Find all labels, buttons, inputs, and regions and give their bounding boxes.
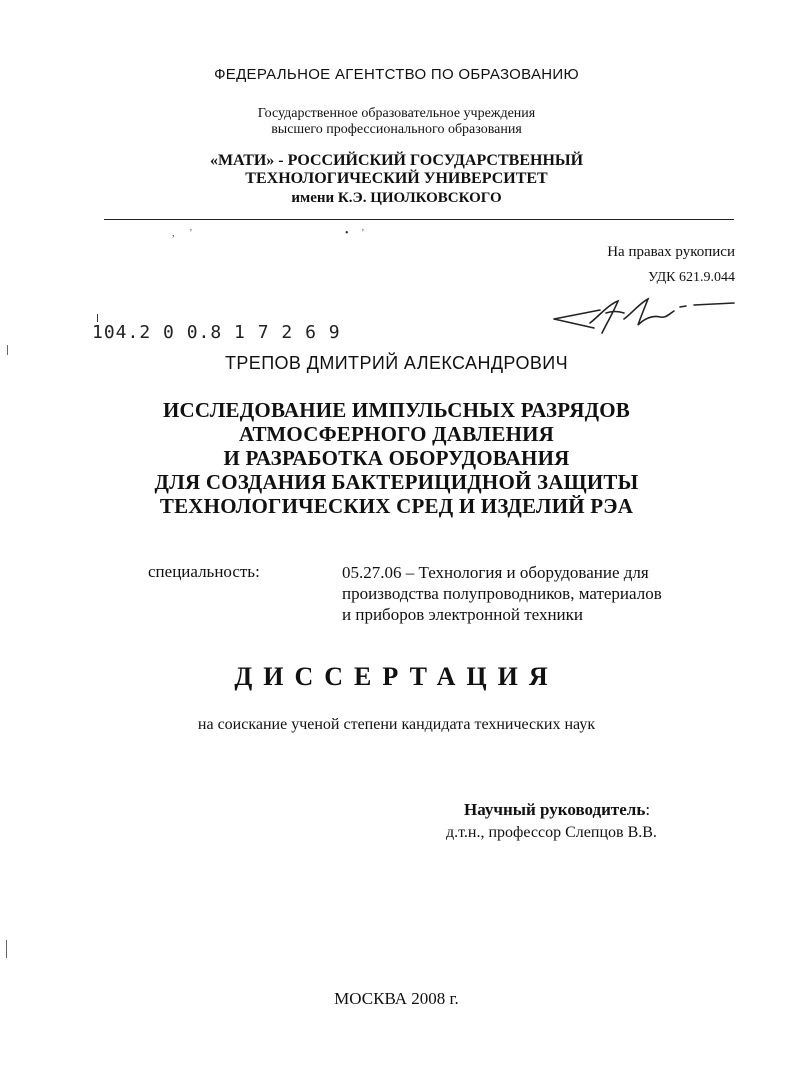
scan-margin-mark xyxy=(7,345,8,355)
author-name: ТРЕПОВ ДМИТРИЙ АЛЕКСАНДРОВИЧ xyxy=(224,353,568,373)
supervisor-name: д.т.н., профессор Слепцов В.В. xyxy=(446,824,657,841)
title-line: ТЕХНОЛОГИЧЕСКИХ СРЕД И ИЗДЕЛИЙ РЭА xyxy=(159,494,634,518)
scan-speck: ' xyxy=(190,228,192,239)
title-line: ДЛЯ СОЗДАНИЯ БАКТЕРИЦИДНОЙ ЗАЩИТЫ xyxy=(154,470,639,494)
scan-speck: ' xyxy=(362,228,364,239)
university-line-1: «МАТИ» - РОССИЙСКИЙ ГОСУДАРСТВЕННЫЙ xyxy=(209,152,584,169)
university-line-2: ТЕХНОЛОГИЧЕСКИЙ УНИВЕРСИТЕТ xyxy=(245,170,548,187)
stamp-tick xyxy=(97,314,98,322)
university-line-3: имени К.Э. ЦИОЛКОВСКОГО xyxy=(291,190,502,206)
signature xyxy=(548,293,738,343)
supervisor-label-text: Научный руководитель xyxy=(464,800,646,819)
signature-icon xyxy=(548,293,738,338)
supervisor-label-colon: : xyxy=(645,800,651,819)
document-type: ДИССЕРТАЦИЯ xyxy=(234,662,559,691)
specialty-value xyxy=(342,562,722,625)
scan-speck: • xyxy=(345,228,349,239)
scan-margin-mark xyxy=(6,940,7,958)
manuscript-rights: На правах рукописи xyxy=(607,244,735,260)
specialty-line: и приборов электронной техники xyxy=(342,605,584,624)
institution-line-2: высшего профессионального образования xyxy=(271,122,522,137)
title-line: И РАЗРАБОТКА ОБОРУДОВАНИЯ xyxy=(223,446,570,470)
udk-code: УДК 621.9.044 xyxy=(648,270,735,285)
specialty-line: производства полупроводников, материалов xyxy=(342,584,662,603)
library-stamp-number: 104.2 0 0.8 1 7 2 6 9 xyxy=(92,322,341,343)
supervisor-label xyxy=(464,800,650,820)
institution-line-1: Государственное образовательное учреждения xyxy=(257,106,536,121)
title-line: АТМОСФЕРНОГО ДАВЛЕНИЯ xyxy=(238,422,555,446)
title-line: ИССЛЕДОВАНИЕ ИМПУЛЬСНЫХ РАЗРЯДОВ xyxy=(162,398,631,422)
dissertation-title xyxy=(0,398,793,518)
degree-statement: на соискание ученой степени кандидата технических наук xyxy=(197,716,596,733)
specialty-line: 05.27.06 – Технология и оборудование для xyxy=(342,563,649,582)
city-year: МОСКВА 2008 г. xyxy=(334,989,459,1008)
scan-speck: , xyxy=(172,228,175,239)
agency-name: ФЕДЕРАЛЬНОЕ АГЕНТСТВО ПО ОБРАЗОВАНИЮ xyxy=(214,66,579,83)
header-divider xyxy=(104,219,734,220)
specialty-label: специальность: xyxy=(148,562,260,581)
